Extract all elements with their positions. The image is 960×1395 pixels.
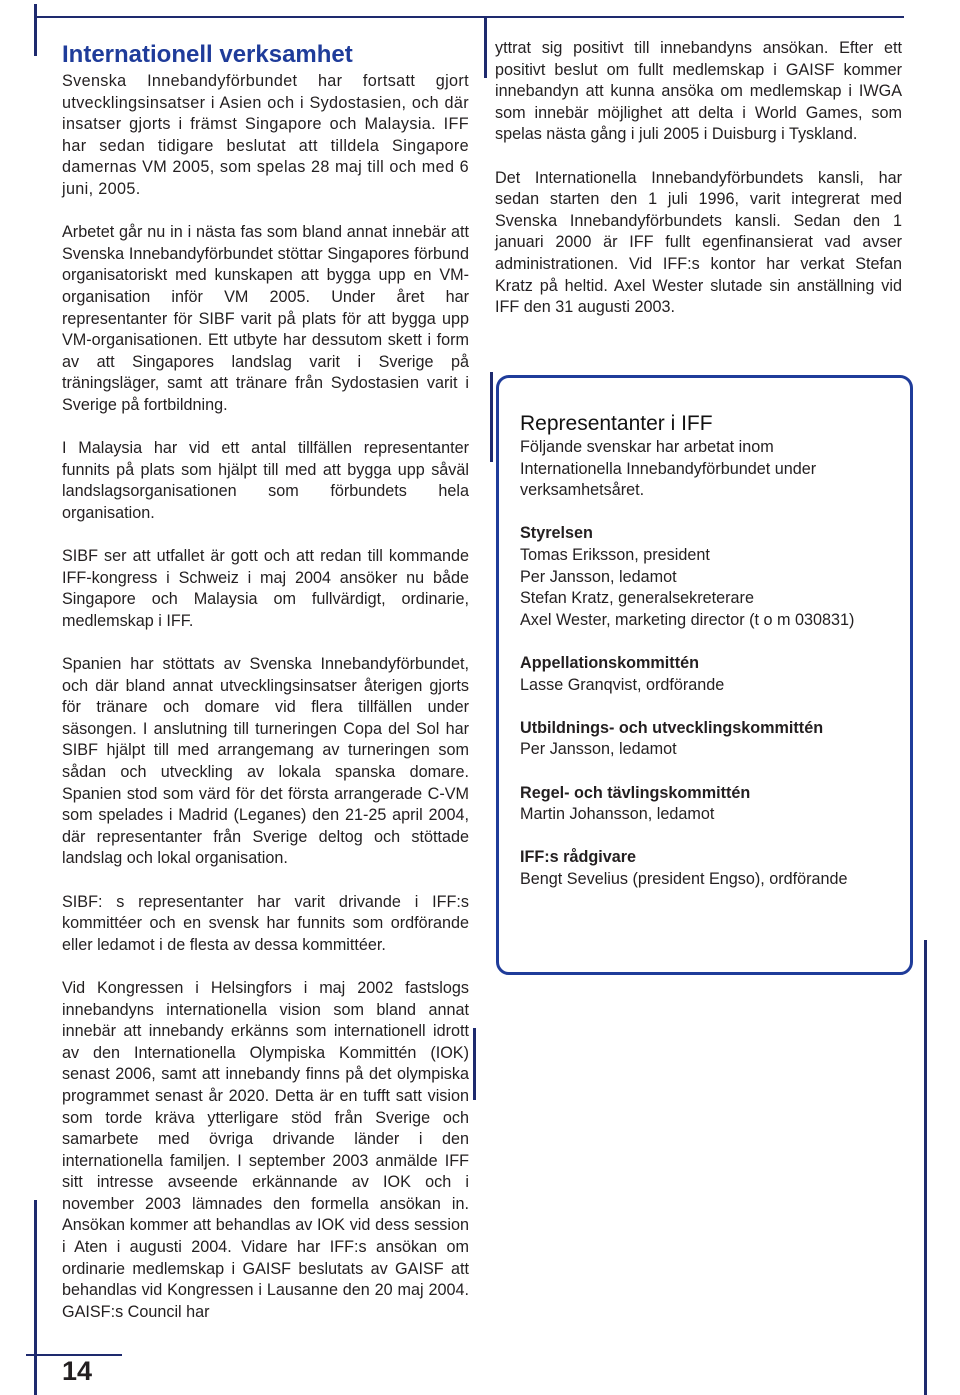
representatives-box-content — [520, 411, 872, 912]
member: Martin Johansson, ledamot — [520, 805, 715, 824]
paragraph: Det Internationella Innebandyförbundets kansli, har sedan starten den 1 juli 1996, varit integrerat med Svenska Innebandyförbundets kansli. Sedan den 1 januari 2000 är IFF fullt egenfinansierat vad avser administrationen. Vid IFF:s kontor har verkat Stefan Kratz på heltid. Axel Wester slutade sin anställning vid IFF den 31 augusti 2003. — [495, 168, 902, 317]
member: Bengt Sevelius (president Engso), ordförande — [520, 869, 848, 888]
section-heading: Internationell verksamhet — [62, 41, 353, 68]
paragraph: Spanien har stöttats av Svenska Innebandyförbundet, och där bland annat utvecklingsinsatser återigen gjorts för tränare och domare vid flera tillfällen under säsongen. I anslutning till turneringen Copa del Sol har SIBF hjälpt till med arrangemang av turneringen som sådan och utveckling av lokala spanska domare. Spanien stod som värd för det första arrangerade C-VM som spelades i Madrid (Leganes) den 21-25 april 2004, där representanter från Sverige deltog och stöttade landslag och lokal organisation. — [62, 655, 469, 868]
group-advisor — [520, 847, 872, 890]
paragraph: SIBF ser att utfallet är gott och att redan till kommande IFF-kongress i Schweiz i maj 2004 ansöker nu både Singapore och Malaysia om fullvärdigt, ordinarie, medlemskap i IFF. — [62, 547, 469, 630]
paragraph: yttrat sig positivt till innebandyns ansökan. Efter ett positivt beslut om fullt medlemskap i GAISF kommer innebandyn att kunna ansöka om medlemskap i IWGA som innebär möjlighet att delta i World Games, som spelas nästa gång i juli 2005 i Duisburg i Tyskland. — [495, 39, 902, 144]
member: Per Jansson, ledamot — [520, 740, 677, 759]
left-vertical-rule — [34, 4, 37, 56]
paragraph: Svenska Innebandyförbundet har fortsatt gjort utvecklingsinsatser i Asien och i Sydostasien, och där insatser gjorts i främst Singapore och Malaysia. IFF har sedan tidigare beslutat att tilldela Singapore damernas VM 2005, som spelas 28 maj till och med 6 juni, 2005. — [62, 72, 469, 198]
left-column — [62, 40, 469, 1345]
box-intro: Följande svenskar har arbetat inom Internationella Innebandyförbundet under verksamhetsåret. — [520, 438, 817, 500]
mid-vertical-rule — [484, 16, 487, 78]
paragraph: I Malaysia har vid ett antal tillfällen representanter funnits på plats som hjälpt till med att bygga upp såväl landslagsorganisationen som förbundets hela organisation. — [62, 439, 469, 522]
group-title: Regel- och tävlingskommittén — [520, 783, 751, 802]
paragraph: Vid Kongressen i Helsingfors i maj 2002 fastslogs innebandyns internationella vision som bland annat innebär att innebandy erkänns som internationell idrott av den Internationella Olympiska Kommittén (IOK) senast 2006, samt att innebandy finns på det olympiska programmet senast år 2020. Detta är en tufft satt vision som torde kräva ytterligare stöd från Sverige och samarbete med övriga drivande länder i den internationella familjen. I september 2003 anmälde IFF sitt intresse avseende erkännande av IOK och i november 2003 lämnades den formella ansökan in. Ansökan kommer att behandlas av IOK vid dess session i Aten i augusti 2004. Vidare har IFF:s ansökan om ordinarie medlemskap i GAISF beslutats av GAISF att behandlas vid Kongressen i Lausanne den 20 maj 2004. GAISF:s Council har — [62, 978, 469, 1321]
box-title: Representanter i IFF — [520, 412, 713, 435]
center-lower-vertical-rule — [473, 1028, 476, 1100]
member: Per Jansson, ledamot — [520, 567, 677, 586]
representatives-box — [496, 375, 913, 975]
member: Lasse Granqvist, ordförande — [520, 675, 725, 694]
member: Axel Wester, marketing director (t o m 030831) — [520, 610, 855, 629]
left-bottom-vertical-rule — [34, 1200, 37, 1395]
right-column — [495, 38, 902, 340]
group-title: IFF:s rådgivare — [520, 848, 637, 867]
group-styrelsen — [520, 523, 872, 631]
group-title: Styrelsen — [520, 524, 593, 543]
center-vertical-rule — [490, 372, 493, 462]
top-horizontal-rule — [34, 16, 904, 18]
group-title: Appellationskommittén — [520, 653, 699, 672]
paragraph: Arbetet går nu in i nästa fas som bland annat innebär att Svenska Innebandyförbundet stöttar Singapores förbund organisatoriskt med kunskapen att bygga upp en VM-organisation inför VM 2005. Under året har representanter för SIBF varit på plats för att bygga upp VM-organisationen. Ett utbyte har dessutom skett i form av att Singapores landslag varit i Sverige på träningsläger, samt att tränare från Sydostasien varit i Sverige på fortbildning. — [62, 223, 469, 414]
group-rules — [520, 783, 872, 826]
page-number: 14 — [62, 1356, 93, 1386]
right-vertical-rule — [924, 940, 927, 1395]
paragraph: SIBF: s representanter har varit drivande i IFF:s kommittéer och en svensk har funnits som ordförande eller ledamot i de flesta av dessa kommittéer. — [62, 892, 469, 954]
member: Stefan Kratz, generalsekreterare — [520, 589, 754, 608]
group-appellation — [520, 653, 872, 696]
member: Tomas Eriksson, president — [520, 545, 710, 564]
group-title: Utbildnings- och utvecklingskommittén — [520, 718, 824, 737]
group-education — [520, 718, 872, 761]
